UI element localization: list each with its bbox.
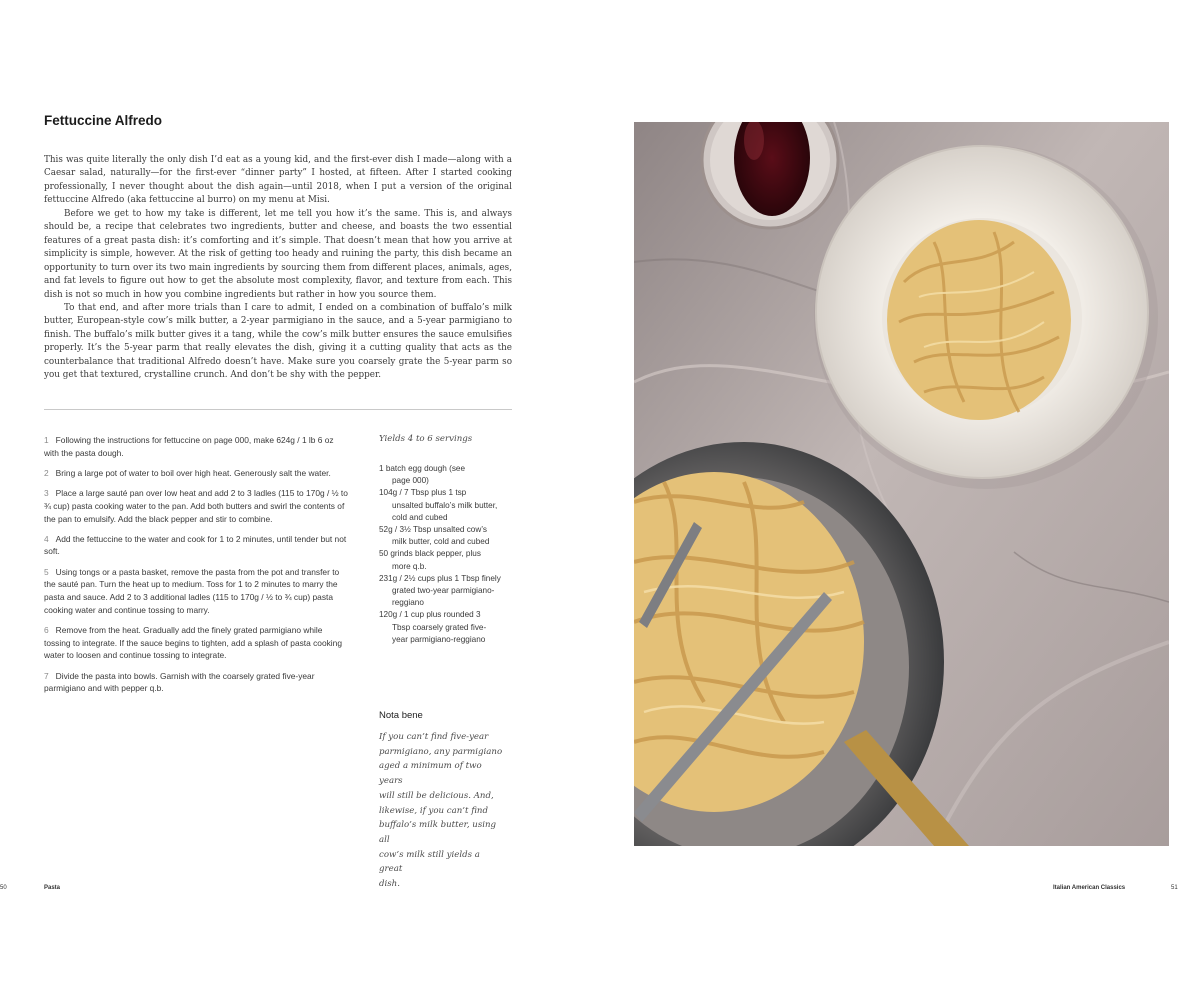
method-step xyxy=(44,533,348,558)
method-step xyxy=(44,566,348,617)
ingredient-line: 1 batch egg dough (see xyxy=(379,464,466,473)
step-number: 2 xyxy=(44,467,49,478)
pasta-bowl xyxy=(814,145,1158,489)
step-text: Divide the pasta into bowls. Garnish with the coarsely grated five-year parmigiano and with pepper q.b. xyxy=(44,670,315,694)
method-step xyxy=(44,670,348,695)
method-steps xyxy=(44,434,348,702)
ingredient-line: reggiano xyxy=(392,598,424,608)
ingredient-line: 104g / 7 Tbsp plus 1 tsp xyxy=(379,488,467,498)
nota-line: will still be delicious. And, xyxy=(379,790,494,801)
nota-bene-text xyxy=(379,730,505,892)
left-running-footer: Pasta xyxy=(44,885,61,891)
nota-line: dish. xyxy=(379,879,400,890)
intro-paragraph: Before we get to how my take is different, let me tell you how it’s the same. This is, and always should be, a recipe that celebrates two ingredients, butter and cheese, and boasts the two essential features of a great pasta dish: it’s comforting and it’s simple. That doesn’t mean that how you arrive at simplicity is simple, however. At the risk of getting too heady and ruining the party, this dish became an opportunity to turn over its two main ingredients by sourcing them from different places, animals, ages, and fat levels to figure out how to get the absolute most complexity, flavor, and texture from each. This dish is not so much in how you combine ingredients but rather in how you source them. xyxy=(44,208,512,300)
step-text: Following the instructions for fettuccine on page 000, make 624g / 1 lb 6 oz with the pasta dough. xyxy=(44,435,334,458)
intro-paragraph: To that end, and after more trials than I care to admit, I ended on a combination of buffalo’s milk butter, European-style cow’s milk butter, a 2-year parmigiano in the sauce, and a 5-year parmigiano to finish. The buffalo’s milk butter gives it a tang, while the cow’s milk butter ensures the sauce emulsifies properly. It’s the 5-year parm that really elevates the dish, giving it a cutting quality that acts as the counterbalance that traditional Alfredo doesn’t have. Make sure you coarsely grate the 5-year parm so you get that textured, crystalline crunch. And don’t be shy with the pepper. xyxy=(44,302,512,381)
nota-line: buffalo’s milk butter, using all xyxy=(379,820,497,845)
pasta-photo-illustration xyxy=(634,122,1169,846)
ingredient-line: Tbsp coarsely grated five- xyxy=(392,622,487,632)
step-text: Bring a large pot of water to boil over high heat. Generously salt the water. xyxy=(55,467,331,478)
step-text: Add the fettuccine to the water and cook for 1 to 2 minutes, until tender but not soft. xyxy=(44,533,347,557)
yields-note: Yields 4 to 6 servings xyxy=(379,434,473,444)
ingredient-line: unsalted buffalo’s milk butter, xyxy=(392,500,498,510)
step-number: 6 xyxy=(44,624,49,635)
ingredient-line: 52g / 3½ Tbsp unsalted cow’s xyxy=(379,525,488,535)
right-page-number: 51 xyxy=(1171,885,1178,891)
nota-line: aged a minimum of two years xyxy=(379,761,482,787)
method-step xyxy=(44,487,348,525)
nota-line: likewise, if you can’t find xyxy=(379,805,488,816)
method-step xyxy=(44,434,348,459)
ingredient-line: 231g / 2½ cups plus 1 Tbsp finely xyxy=(379,573,501,583)
left-page-number: 50 xyxy=(0,885,7,891)
step-number: 3 xyxy=(44,488,49,499)
ingredient-line: milk butter, cold and cubed xyxy=(392,537,490,547)
pasta-photo xyxy=(634,122,1169,846)
ingredient-line: 50 grinds black pepper, plus xyxy=(379,549,481,559)
recipe-title: Fettuccine Alfredo xyxy=(44,113,163,128)
nota-line: cow’s milk still yields a great xyxy=(379,849,480,875)
ingredient-line: 120g / 1 cup plus rounded 3 xyxy=(379,610,481,620)
ingredient-list xyxy=(379,463,515,646)
ingredient-line: cold and cubed xyxy=(392,512,448,522)
method-step xyxy=(44,467,348,480)
step-number: 5 xyxy=(44,566,49,577)
ingredient-line: page 000) xyxy=(392,476,429,486)
nota-bene-title: Nota bene xyxy=(379,710,423,721)
intro-text xyxy=(44,154,512,383)
ingredient-line: more q.b. xyxy=(392,561,427,571)
right-running-footer: Italian American Classics xyxy=(1053,885,1126,891)
step-number: 4 xyxy=(44,533,49,544)
method-step xyxy=(44,624,348,662)
section-divider xyxy=(44,409,512,410)
nota-line: If you can’t find five-year xyxy=(379,732,489,742)
nota-line: parmigiano, any parmigiano xyxy=(379,746,503,757)
step-text: Using tongs or a pasta basket, remove the pasta from the pot and transfer to the sauté pan. Turn the heat up to medium. Toss for 1 to 2 minutes to marry the pasta and sauce. Add 2 to 3 additional ladles (115 to 170g / ½ to ¾ cup) pasta cooking water and continue tossing to marry. xyxy=(44,566,340,615)
step-number: 7 xyxy=(44,670,49,681)
ingredient-line: grated two-year parmigiano- xyxy=(392,586,495,596)
ingredient-line: year parmigiano-reggiano xyxy=(392,634,486,644)
step-text: Remove from the heat. Gradually add the finely grated parmigiano while tossing to integrate. If the sauce begins to tighten, add a splash of pasta cooking water to loosen and continue tossing to integrate. xyxy=(44,624,342,661)
step-number: 1 xyxy=(44,435,49,445)
intro-paragraph: This was quite literally the only dish I’d eat as a young kid, and the first-ever dish I made—along with a Caesar salad, naturally—for the first-ever “dinner party” I hosted, at fifteen. After I started cooking professionally, I never thought about the dish again—until 2018, when I put a version of the original fettuccine Alfredo (aka fettuccine al burro) on my menu at Misi. xyxy=(44,155,512,206)
step-text: Place a large sauté pan over low heat and add 2 to 3 ladles (115 to 170g / ½ to ¾ cup) pasta cooking water to the pan. Add both butters and swirl the contents of the pan to emulsify. Add the black pepper and stir to combine. xyxy=(44,488,348,524)
